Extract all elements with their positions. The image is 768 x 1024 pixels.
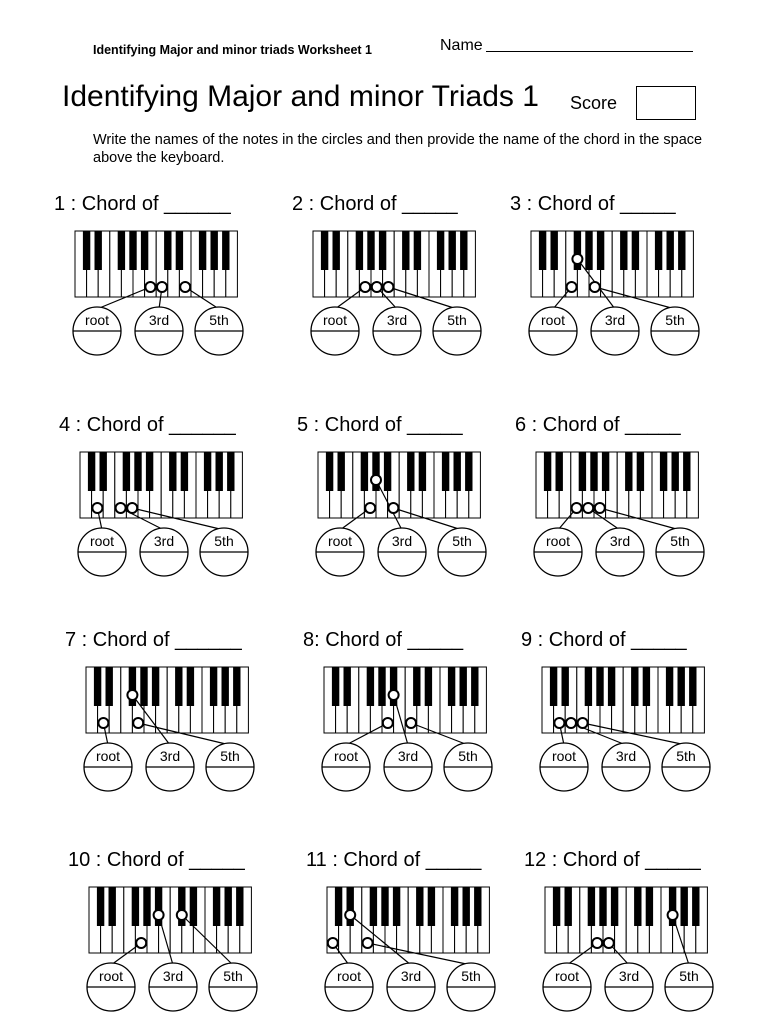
- black-key: [683, 452, 690, 491]
- black-key: [344, 667, 351, 706]
- chord-label[interactable]: 11 : Chord of _____: [306, 849, 482, 871]
- black-key: [356, 231, 363, 270]
- black-key: [367, 667, 374, 706]
- note-marker: [583, 503, 593, 513]
- answer-circle-label: 5th: [220, 748, 240, 764]
- black-key: [106, 667, 113, 706]
- black-key: [599, 887, 606, 926]
- black-key: [414, 231, 421, 270]
- exercise-8: [303, 629, 492, 791]
- black-key: [544, 452, 551, 491]
- chord-label[interactable]: 6 : Chord of _____: [515, 414, 681, 436]
- score-label: Score: [570, 93, 618, 113]
- piano-keyboard: [89, 887, 251, 953]
- note-marker: [572, 254, 582, 264]
- black-key: [367, 231, 374, 270]
- answer-circle-label: 5th: [223, 968, 243, 984]
- black-key: [550, 667, 557, 706]
- black-key: [100, 452, 107, 491]
- black-key: [393, 887, 400, 926]
- black-key: [437, 231, 444, 270]
- exercise-7: [65, 629, 254, 791]
- note-marker: [127, 690, 137, 700]
- black-key: [140, 667, 147, 706]
- black-key: [625, 452, 632, 491]
- black-key: [379, 231, 386, 270]
- note-marker: [328, 938, 338, 948]
- black-key: [689, 667, 696, 706]
- note-marker: [567, 282, 577, 292]
- answer-circle-label: 5th: [447, 312, 467, 328]
- black-key: [465, 452, 472, 491]
- black-key: [579, 452, 586, 491]
- note-marker: [360, 282, 370, 292]
- note-marker: [136, 938, 146, 948]
- black-key: [213, 887, 220, 926]
- answer-circle-label: 3rd: [400, 968, 422, 984]
- piano-keyboard: [80, 452, 242, 518]
- black-key: [634, 887, 641, 926]
- black-key: [660, 452, 667, 491]
- black-key: [448, 667, 455, 706]
- black-key: [449, 231, 456, 270]
- black-key: [655, 231, 662, 270]
- exercise-2: [292, 193, 481, 355]
- answer-circle-label: 3rd: [615, 748, 637, 764]
- black-key: [585, 231, 592, 270]
- note-marker: [133, 718, 143, 728]
- black-key: [451, 887, 458, 926]
- note-marker: [604, 938, 614, 948]
- exercise-9: [521, 629, 710, 791]
- black-key: [190, 887, 197, 926]
- black-key: [222, 231, 229, 270]
- note-marker: [180, 282, 190, 292]
- piano-keyboard: [86, 667, 248, 733]
- black-key: [678, 231, 685, 270]
- black-key: [143, 887, 150, 926]
- exercise-3: [510, 193, 699, 355]
- note-marker: [566, 718, 576, 728]
- answer-circle-label: 5th: [214, 533, 234, 549]
- black-key: [216, 452, 223, 491]
- page-title: Identifying Major and minor Triads 1: [62, 80, 539, 113]
- black-key: [204, 452, 211, 491]
- black-key: [97, 887, 104, 926]
- black-key: [378, 667, 385, 706]
- note-marker: [177, 910, 187, 920]
- black-key: [118, 231, 125, 270]
- black-key: [361, 452, 368, 491]
- note-marker: [157, 282, 167, 292]
- note-marker: [363, 938, 373, 948]
- note-marker: [98, 718, 108, 728]
- black-key: [210, 667, 217, 706]
- black-key: [428, 887, 435, 926]
- black-key: [332, 667, 339, 706]
- answer-circle-label: 5th: [461, 968, 481, 984]
- black-key: [681, 887, 688, 926]
- chord-label[interactable]: 4 : Chord of ______: [59, 414, 236, 436]
- black-key: [611, 887, 618, 926]
- answer-circle-label: root: [554, 968, 580, 984]
- black-key: [678, 667, 685, 706]
- answer-circle-label: 5th: [679, 968, 699, 984]
- note-marker: [572, 503, 582, 513]
- answer-circle-label: 3rd: [397, 748, 419, 764]
- black-key: [425, 667, 432, 706]
- black-key: [381, 887, 388, 926]
- black-key: [335, 887, 342, 926]
- black-key: [222, 667, 229, 706]
- note-marker: [406, 718, 416, 728]
- black-key: [233, 667, 240, 706]
- answer-circle-label: root: [84, 312, 110, 328]
- answer-circle-label: 5th: [670, 533, 690, 549]
- black-key: [646, 887, 653, 926]
- black-key: [416, 887, 423, 926]
- black-key: [211, 231, 218, 270]
- black-key: [129, 231, 136, 270]
- black-key: [95, 231, 102, 270]
- black-key: [83, 231, 90, 270]
- black-key: [94, 667, 101, 706]
- black-key: [551, 231, 558, 270]
- black-key: [152, 667, 159, 706]
- black-key: [562, 667, 569, 706]
- exercise-6: [515, 414, 704, 576]
- answer-circle-label: 3rd: [618, 968, 640, 984]
- chord-label[interactable]: 10 : Chord of _____: [68, 849, 245, 871]
- black-key: [338, 452, 345, 491]
- answer-circle-label: 5th: [458, 748, 478, 764]
- answer-circle-label: 3rd: [391, 533, 413, 549]
- black-key: [556, 452, 563, 491]
- chord-label[interactable]: 5 : Chord of _____: [297, 414, 463, 436]
- black-key: [565, 887, 572, 926]
- black-key: [620, 231, 627, 270]
- answer-circle-label: root: [551, 748, 577, 764]
- black-key: [608, 667, 615, 706]
- answer-circle-label: 3rd: [153, 533, 175, 549]
- black-key: [692, 887, 699, 926]
- black-key: [181, 452, 188, 491]
- black-key: [187, 667, 194, 706]
- note-marker: [578, 718, 588, 728]
- black-key: [402, 231, 409, 270]
- black-key: [460, 231, 467, 270]
- answer-circle-label: root: [327, 533, 353, 549]
- black-key: [141, 231, 148, 270]
- answer-circle-label: 3rd: [604, 312, 626, 328]
- black-key: [585, 667, 592, 706]
- black-key: [666, 667, 673, 706]
- note-marker: [595, 503, 605, 513]
- black-key: [413, 667, 420, 706]
- answer-circle-label: 5th: [676, 748, 696, 764]
- black-key: [370, 887, 377, 926]
- black-key: [597, 231, 604, 270]
- black-key: [88, 452, 95, 491]
- worksheet-header: Identifying Major and minor triads Worksheet 1: [93, 43, 372, 57]
- answer-circle-label: root: [89, 533, 115, 549]
- note-marker: [383, 282, 393, 292]
- note-marker: [668, 910, 678, 920]
- answer-circle-label: root: [540, 312, 566, 328]
- exercise-4: [59, 414, 248, 576]
- black-key: [553, 887, 560, 926]
- answer-circle-label: root: [95, 748, 121, 764]
- answer-circle-label: 3rd: [148, 312, 170, 328]
- black-key: [236, 887, 243, 926]
- black-key: [460, 667, 467, 706]
- note-marker: [365, 503, 375, 513]
- answer-circle-label: root: [336, 968, 362, 984]
- black-key: [225, 887, 232, 926]
- chord-label[interactable]: 2 : Chord of _____: [292, 193, 458, 215]
- note-marker: [116, 503, 126, 513]
- black-key: [134, 452, 141, 491]
- note-marker: [388, 503, 398, 513]
- chord-label[interactable]: 7 : Chord of ______: [65, 629, 242, 651]
- black-key: [227, 452, 234, 491]
- exercise-11: [306, 849, 495, 1011]
- note-marker: [372, 282, 382, 292]
- note-marker: [554, 718, 564, 728]
- note-marker: [371, 475, 381, 485]
- black-key: [596, 667, 603, 706]
- note-marker: [383, 718, 393, 728]
- exercise-10: [68, 849, 257, 1011]
- black-key: [539, 231, 546, 270]
- piano-keyboard: [545, 887, 707, 953]
- black-key: [637, 452, 644, 491]
- note-marker: [345, 910, 355, 920]
- note-marker: [92, 503, 102, 513]
- black-key: [123, 452, 130, 491]
- answer-circle-label: 3rd: [609, 533, 631, 549]
- black-key: [474, 887, 481, 926]
- note-marker: [592, 938, 602, 948]
- black-key: [667, 231, 674, 270]
- chord-label[interactable]: 12 : Chord of _____: [524, 849, 701, 871]
- exercise-5: [297, 414, 486, 576]
- note-marker: [154, 910, 164, 920]
- black-key: [321, 231, 328, 270]
- black-key: [588, 887, 595, 926]
- black-key: [326, 452, 333, 491]
- black-key: [407, 452, 414, 491]
- exercise-1: [54, 193, 243, 355]
- answer-circle-label: 3rd: [159, 748, 181, 764]
- chord-label[interactable]: 1 : Chord of ______: [54, 193, 231, 215]
- black-key: [333, 231, 340, 270]
- answer-circle-label: root: [545, 533, 571, 549]
- note-marker: [590, 282, 600, 292]
- piano-keyboard: [536, 452, 698, 518]
- black-key: [463, 887, 470, 926]
- black-key: [175, 667, 182, 706]
- note-marker: [145, 282, 155, 292]
- black-key: [631, 667, 638, 706]
- black-key: [146, 452, 153, 491]
- chord-label[interactable]: 3 : Chord of _____: [510, 193, 676, 215]
- black-key: [602, 452, 609, 491]
- answer-circle-label: 5th: [665, 312, 685, 328]
- black-key: [132, 887, 139, 926]
- black-key: [471, 667, 478, 706]
- black-key: [384, 452, 391, 491]
- black-key: [164, 231, 171, 270]
- instructions: Write the names of the notes in the circles and then provide the name of the chord in the space above the keyboard.: [93, 132, 703, 166]
- black-key: [199, 231, 206, 270]
- answer-circle-label: 5th: [452, 533, 472, 549]
- note-marker: [127, 503, 137, 513]
- name-label: Name: [440, 37, 483, 54]
- black-key: [109, 887, 116, 926]
- black-key: [590, 452, 597, 491]
- piano-keyboard: [531, 231, 693, 297]
- answer-circle-label: 3rd: [162, 968, 184, 984]
- black-key: [632, 231, 639, 270]
- answer-circle-label: 3rd: [386, 312, 408, 328]
- black-key: [643, 667, 650, 706]
- chord-label[interactable]: 8: Chord of _____: [303, 629, 464, 651]
- answer-circle-label: root: [322, 312, 348, 328]
- exercise-12: [524, 849, 713, 1011]
- answer-circle-label: 5th: [209, 312, 229, 328]
- answer-circle-label: root: [98, 968, 124, 984]
- black-key: [176, 231, 183, 270]
- answer-circle-label: root: [333, 748, 359, 764]
- black-key: [169, 452, 176, 491]
- black-key: [454, 452, 461, 491]
- note-marker: [389, 690, 399, 700]
- black-key: [442, 452, 449, 491]
- chord-label[interactable]: 9 : Chord of _____: [521, 629, 687, 651]
- black-key: [672, 452, 679, 491]
- black-key: [419, 452, 426, 491]
